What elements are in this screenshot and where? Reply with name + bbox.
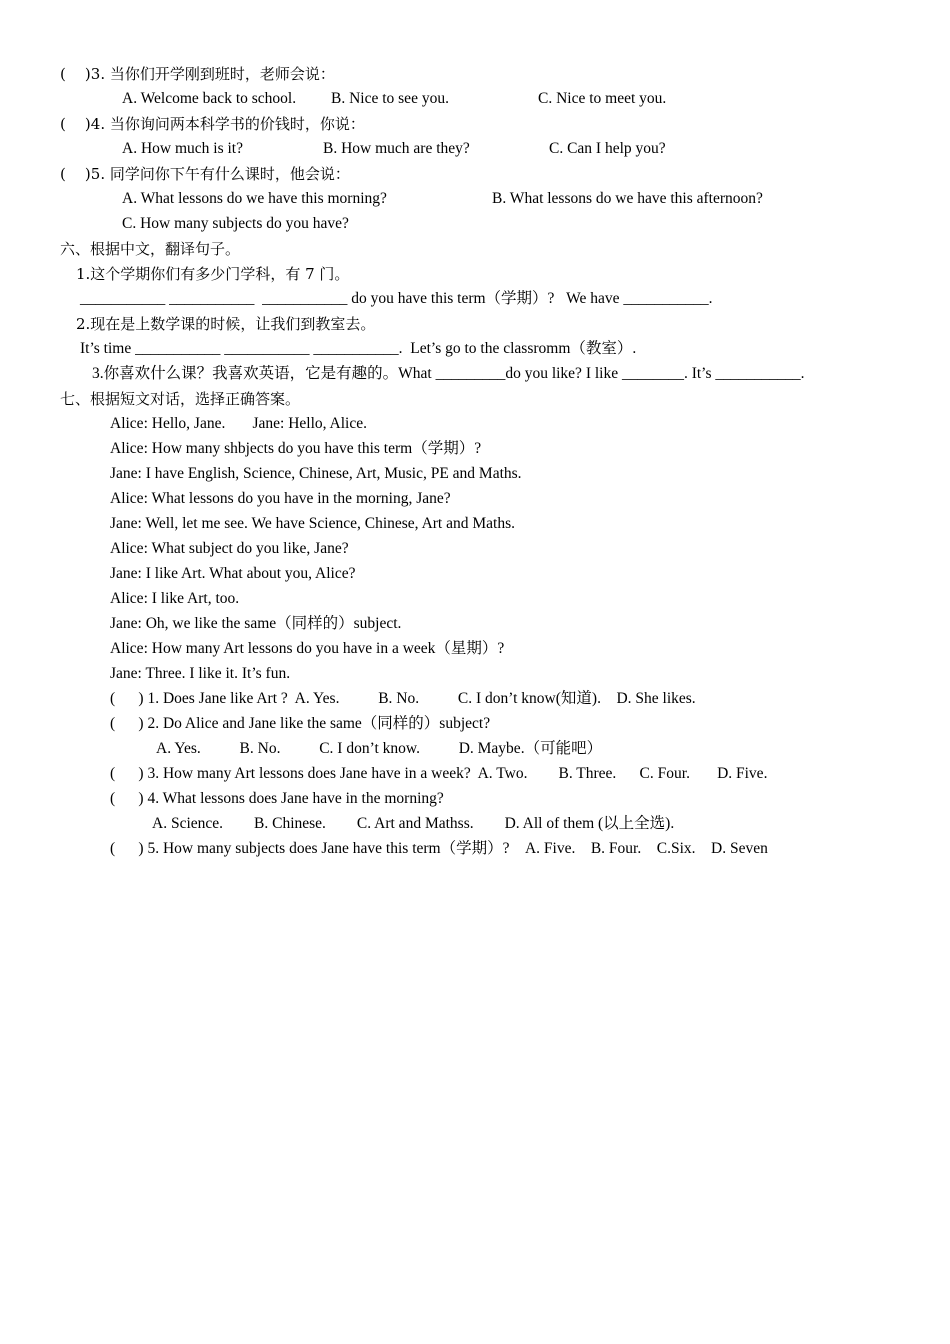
dialogue-line: Jane: Three. I like it. It’s fun. xyxy=(110,665,291,682)
reading-question-1: ( ) 1. Does Jane like Art ? A. Yes. B. No. C. I don’t know(知道). D. She likes. xyxy=(110,690,696,707)
question-3-option-c: C. Nice to meet you. xyxy=(538,90,667,107)
section-7-heading: 七、根据短文对话，选择正确答案。 xyxy=(60,390,301,408)
dialogue-line: Alice: What subject do you like, Jane? xyxy=(110,540,349,557)
question-5-stem: ( )5. 同学问你下午有什么课时，他会说： xyxy=(60,165,350,183)
question-3-option-a: A. Welcome back to school. xyxy=(122,90,297,107)
translate-2-english: It’s time ___________ ___________ ___________. Let’s go to the classromm（教室）. xyxy=(80,340,637,357)
translate-2-chinese: 2.现在是上数学课的时候，让我们到教室去。 xyxy=(76,315,376,333)
dialogue-line: Jane: Oh, we like the same（同样的）subject. xyxy=(110,615,402,632)
reading-question-4: ( ) 4. What lessons does Jane have in the morning? xyxy=(110,790,444,807)
section-6-heading: 六、根据中文，翻译句子。 xyxy=(60,240,241,258)
question-5-option-a: A. What lessons do we have this morning? xyxy=(122,190,387,207)
question-4-option-a: A. How much is it? xyxy=(122,140,243,157)
question-5-option-c: C. How many subjects do you have? xyxy=(122,215,349,232)
dialogue-line: Alice: How many shbjects do you have this term（学期）? xyxy=(110,440,482,457)
dialogue-line: Alice: I like Art, too. xyxy=(110,590,240,607)
question-4-stem: ( )4. 当你询问两本科学书的价钱时，你说： xyxy=(60,115,365,133)
translate-3: 3.你喜欢什么课？我喜欢英语，它是有趣的。What _________do you like? I like ________. It’s ___________. xyxy=(92,365,805,382)
dialogue-line: Alice: Hello, Jane. Jane: Hello, Alice. xyxy=(110,415,367,432)
translate-1-chinese: 1.这个学期你们有多少门学科，有 7 门。 xyxy=(76,265,350,283)
reading-question-5: ( ) 5. How many subjects does Jane have this term（学期）? A. Five. B. Four. C.Six. D. Seven xyxy=(110,840,768,857)
dialogue-line: Alice: How many Art lessons do you have in a week（星期）? xyxy=(110,640,505,657)
question-4-option-b: B. How much are they? xyxy=(323,140,470,157)
question-3-stem: ( )3. 当你们开学刚到班时，老师会说： xyxy=(60,65,335,83)
dialogue-line: Jane: I have English, Science, Chinese, Art, Music, PE and Maths. xyxy=(110,465,522,482)
reading-question-2: ( ) 2. Do Alice and Jane like the same（同样的）subject? xyxy=(110,715,491,732)
reading-question-2-options: A. Yes. B. No. C. I don’t know. D. Maybe.（可能吧） xyxy=(156,740,603,757)
reading-question-4-options: A. Science. B. Chinese. C. Art and Mathss. D. All of them (以上全选). xyxy=(152,815,675,832)
question-4-option-c: C. Can I help you? xyxy=(549,140,666,157)
dialogue-line: Jane: I like Art. What about you, Alice? xyxy=(110,565,356,582)
translate-1-english: ___________ ___________ ___________ do you have this term（学期）? We have ___________. xyxy=(80,290,713,307)
dialogue-line: Alice: What lessons do you have in the morning, Jane? xyxy=(110,490,451,507)
question-3-option-b: B. Nice to see you. xyxy=(331,90,449,107)
question-5-option-b: B. What lessons do we have this afternoon? xyxy=(492,190,763,207)
dialogue-line: Jane: Well, let me see. We have Science, Chinese, Art and Maths. xyxy=(110,515,515,532)
reading-question-3: ( ) 3. How many Art lessons does Jane have in a week? A. Two. B. Three. C. Four. D. Five. xyxy=(110,765,768,782)
